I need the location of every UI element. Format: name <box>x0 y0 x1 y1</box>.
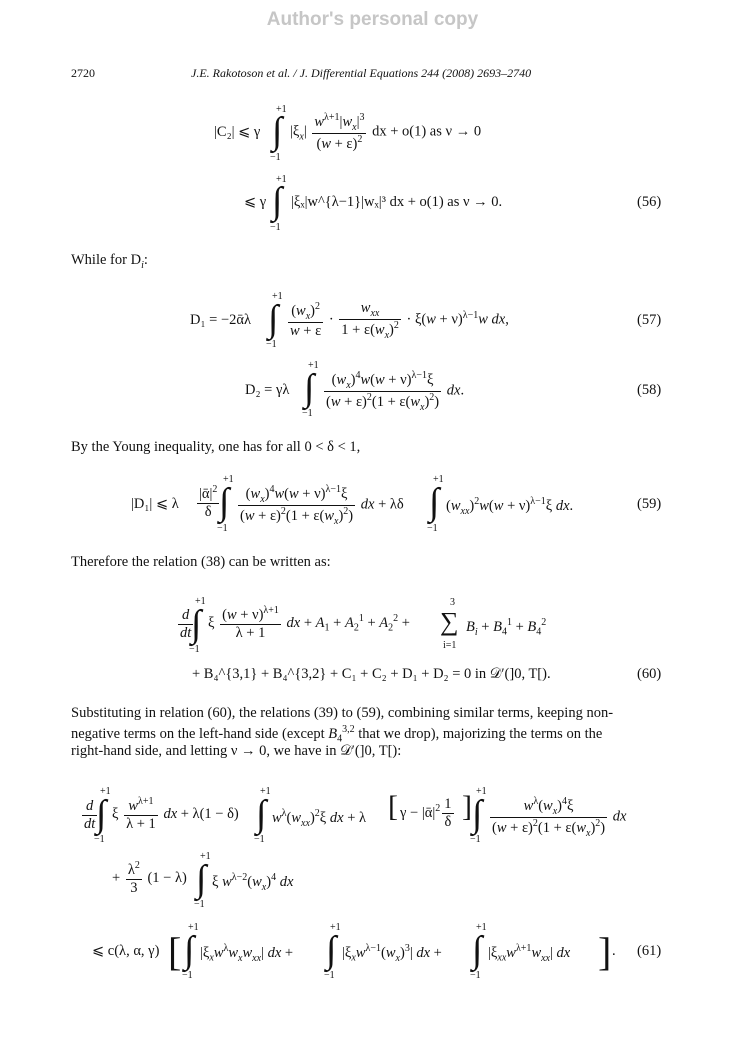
int-upper: +1 <box>272 291 283 302</box>
int-lower: −1 <box>470 834 481 845</box>
integral-sign: ∫ <box>268 298 279 340</box>
eq59-tail: $(w_{xx})^2w(w + \nu)^{\lambda-1}\xi$ dx. <box>446 496 574 517</box>
eq61-line2: + $\frac{\lambda^2}{3}$ (1 − λ) <box>112 860 187 896</box>
eq61-line3-c: $|\xi_{xx}w^{\lambda+1}w_{xx}|$ dx <box>488 943 571 964</box>
equation-number: (56) <box>637 194 662 210</box>
right-big-bracket: ] <box>598 929 612 974</box>
eq61-ddt: $\frac{d}{dt}$ <box>84 798 96 832</box>
int-lower: −1 <box>254 834 265 845</box>
period: . <box>612 943 616 959</box>
integral-sign: ∫ <box>272 180 283 222</box>
integral-sign: ∫ <box>196 858 207 900</box>
integral-sign: ∫ <box>96 793 107 835</box>
eq56-a-integrand: $|\xi_x|$ $\frac{w^{\lambda+1}|w_x|^3}{(w + \varepsilon)^2}$ dx + o(1) as ν → 0 <box>290 112 482 152</box>
page-number: 2720 <box>71 66 95 80</box>
int-lower: −1 <box>427 523 438 534</box>
integral-sign: ∫ <box>272 110 283 152</box>
eq61-line2-integrand: ξ $w^{\lambda-2}(w_x)^4$ dx <box>212 872 294 893</box>
int-upper: +1 <box>330 922 341 933</box>
equation-number: (58) <box>637 382 662 398</box>
int-upper: +1 <box>433 474 444 485</box>
int-lower: −1 <box>189 644 200 655</box>
int-lower: −1 <box>470 970 481 981</box>
eq60-line1-tail: $B_i + B_4^1 + B_4^2$ <box>466 617 547 638</box>
eq61-term3: $\frac{w^\lambda(w_x)^4\xi}{(w + \varepsilon)^2(1 + \varepsilon(w_x)^2)}$ dx <box>492 796 627 839</box>
int-upper: +1 <box>223 474 234 485</box>
int-lower: −1 <box>182 970 193 981</box>
int-lower: −1 <box>324 970 335 981</box>
eq61-line3-a: $|\xi_xw^\lambda w_xw_{xx}|$ dx + <box>200 943 294 964</box>
eq60-line1: ξ $\frac{(w + \nu)^{\lambda+1}}{\lambda + 1}$ dx + $A_1 + A_2^1 + A_2^2$ + <box>208 605 410 641</box>
eq59-integrand: $\frac{(w_x)^4w(w + \nu)^{\lambda-1}\xi}{(w + \varepsilon)^2(1 + \varepsilon(w_x)^2)}$ dx + λδ <box>240 484 404 527</box>
eq58-integrand: $\frac{(w_x)^4w(w + \nu)^{\lambda-1}\xi}{(w + \varepsilon)^2(1 + \varepsilon(w_x)^2)}$ dx. <box>326 370 465 413</box>
eq56-a-tail: dx + o(1) as ν → 0 <box>372 123 482 140</box>
eq61-term1: ξ $\frac{w^{\lambda+1}}{\lambda + 1}$ dx + λ(1 − δ) <box>112 796 239 832</box>
integral-sign: ∫ <box>429 481 440 523</box>
eq61-line3-b: $|\xi_xw^{\lambda-1}(w_x)^3|$ dx + <box>342 943 442 964</box>
sum-upper: 3 <box>450 597 455 608</box>
eq56-a-lhs: |C₂| ⩽ γ <box>214 124 261 140</box>
subst-line-3: right-hand side, and letting ν → 0, we have in 𝒟′(]0, T[): <box>71 743 402 759</box>
int-upper: +1 <box>276 174 287 185</box>
equation-number: (60) <box>637 666 662 682</box>
eq61-line3-lhs: ⩽ c(λ, α, γ) <box>92 943 160 959</box>
int-lower: −1 <box>194 899 205 910</box>
int-upper: +1 <box>195 596 206 607</box>
int-lower: −1 <box>270 152 281 163</box>
eq56-b-lhs: ⩽ γ <box>244 194 267 210</box>
int-upper: +1 <box>200 851 211 862</box>
int-lower: −1 <box>270 222 281 233</box>
equation-number: (61) <box>637 943 662 959</box>
eq58-lhs: D₂ = γλ <box>245 382 290 398</box>
integral-sign: ∫ <box>184 929 195 971</box>
left-bracket: [ <box>388 790 398 823</box>
right-bracket: ] <box>462 790 472 823</box>
eq60-line2: + B₄^{3,1} + B₄^{3,2} + C₁ + C₂ + D₁ + D₂ = 0 in 𝒟′(]0, T[). <box>192 666 551 682</box>
integral-sign: ∫ <box>326 929 337 971</box>
int-upper: +1 <box>476 922 487 933</box>
integral-sign: ∫ <box>219 481 230 523</box>
int-upper: +1 <box>188 922 199 933</box>
sum-lower: i=1 <box>443 640 457 651</box>
int-upper: +1 <box>260 786 271 797</box>
sum-sign: ∑ <box>440 607 459 636</box>
eq60-ddt: $\frac{d}{dt}$ <box>180 607 192 641</box>
therefore-text: Therefore the relation (38) can be written as: <box>71 554 331 570</box>
integral-sign: ∫ <box>304 367 315 409</box>
int-upper: +1 <box>308 360 319 371</box>
while-for-text: While for $D_i$: <box>71 252 148 271</box>
equation-number: (59) <box>637 496 662 512</box>
integral-sign: ∫ <box>256 793 267 835</box>
integral-sign: ∫ <box>472 929 483 971</box>
eq59-lhs: |D₁| ⩽ λ <box>131 496 179 512</box>
subst-line-2: negative terms on the left-hand side (except $B_4^{3,2}$ that we drop), majorizing the terms on the <box>71 724 603 745</box>
int-lower: −1 <box>266 339 277 350</box>
journal-citation: J.E. Rakotoson et al. / J. Differential Equations 244 (2008) 2693–2740 <box>191 66 532 80</box>
left-big-bracket: [ <box>168 929 182 974</box>
int-upper: +1 <box>476 786 487 797</box>
eq57-lhs: D₁ = −2ᾱλ <box>190 312 252 328</box>
int-lower: −1 <box>217 523 228 534</box>
eq61-bracket: $\gamma - |ᾱ|^2$ $\frac{1}{\delta}$ <box>400 796 452 830</box>
integral-sign: ∫ <box>191 603 202 645</box>
equation-number: (57) <box>637 312 662 328</box>
eq61-term2: $w^\lambda(w_{xx})^2\xi$ dx + λ <box>272 808 367 829</box>
young-text: By the Young inequality, one has for all 0 < δ < 1, <box>71 439 361 455</box>
int-upper: +1 <box>276 104 287 115</box>
watermark: Author's personal copy <box>266 9 479 30</box>
integral-sign: ∫ <box>472 793 483 835</box>
int-upper: +1 <box>100 786 111 797</box>
int-lower: −1 <box>302 408 313 419</box>
eq57-integrand: $\frac{(w_x)^2}{w + \varepsilon}$ · $\frac{w_{xx}}{1 + \varepsilon(w_x)^2}$ · $\xi(w + \nu)^{\lambda-1}w$ dx, <box>290 300 509 341</box>
eq59-frac: $\frac{|ᾱ|^2}{\delta}$ <box>199 484 218 520</box>
int-lower: −1 <box>94 834 105 845</box>
subst-line-1: Substituting in relation (60), the relations (39) to (59), combining similar terms, keeping non- <box>71 705 614 721</box>
eq56-b-tail: |ξₓ|w^{λ−1}|wₓ|³ dx + o(1) as ν → 0. <box>291 194 503 210</box>
